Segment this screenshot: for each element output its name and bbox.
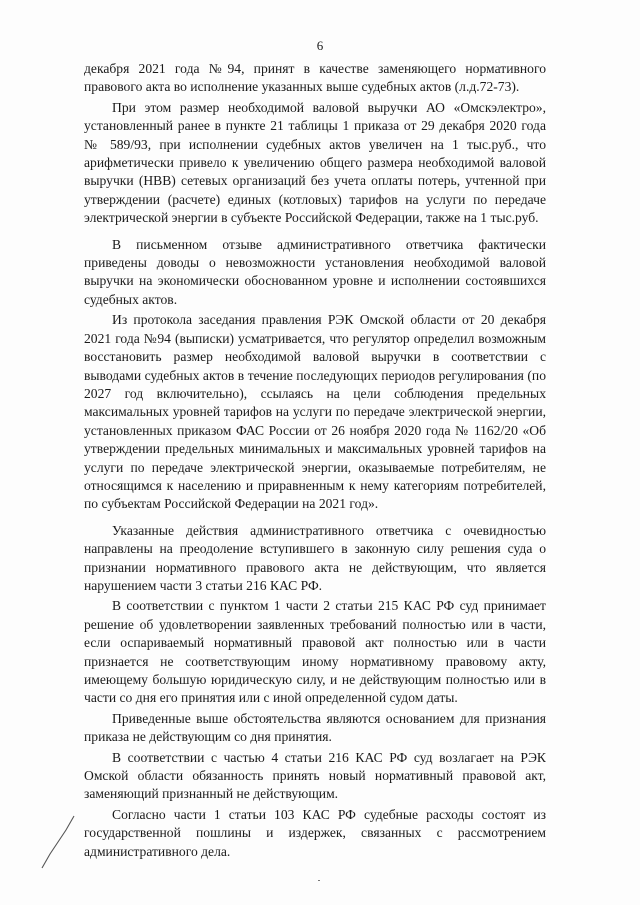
paragraph-9: Согласно части 1 статьи 103 КАС РФ судебные расходы состоят из государственной пошлины и издержек, связанных с рассмотрением административного дела. (84, 806, 546, 859)
document-body (84, 60, 546, 863)
paragraph-4: Из протокола заседания правления РЭК Омской области от 20 декабря 2021 года №94 (выписки) усматривается, что регулятор определил возможным восстановить размер необходимой валовой выручки в соответствии с выводами судебных актов в течение последующих периодов регулирования (по 2027 год включительно), ссылаясь на цели соблюдения предельных максимальных уровней тарифов на услуги по передаче электрической энергии, установленных приказом ФАС России от 26 ноября 2020 года № 1162/20 «Об утверждении предельных минимальных и максимальных уровней тарифов на услуги по передаче электрической энергии, оказываемые потребителям, не относящимся к населению и приравненным к нему категориям потребителей, по субъектам Российской Федерации на 2021 год». (84, 312, 546, 512)
paragraph-5: Указанные действия административного ответчика с очевидностью направлены на преодоление вступившего в законную силу решения суда о признании нормативного правового акта не действующим, что является нарушением части 3 статьи 216 КАС РФ. (84, 522, 546, 593)
paragraph-1: декабря 2021 года №94, принят в качестве заменяющего нормативного правового акта во исполнение указанных выше судебных актов (л.д.72-73). (84, 61, 546, 95)
pen-stroke-mark (36, 812, 86, 872)
paragraph-8: В соответствии с частью 4 статьи 216 КАС РФ суд возлагает на РЭК Омской области обязанность принять новый нормативный правовой акт, заменяющий признанный не действующим. (84, 749, 546, 802)
paragraph-3: В письменном отзыве административного ответчика фактически приведены доводы о невозможности установления необходимой валовой выручки на экономически обоснованном уровне и исполнении состоявшихся судебных актов. (84, 236, 546, 307)
scan-speck (318, 880, 320, 881)
paragraph-2: При этом размер необходимой валовой выручки АО «Омскэлектро», установленный ранее в пункте 21 таблицы 1 приказа от 29 декабря 2020 года № 589/93, при исполнении судебных актов увеличен на 1 тыс.руб., что арифметически привело к увеличению общего размера необходимой валовой выручки (НВВ) сетевых организаций без учета оплаты потерь, учтенной при утверждении (расчете) единых (котловых) тарифов на услуги по передаче электрической энергии в субъекте Российской Федерации, также на 1 тыс.руб. (84, 99, 546, 226)
paragraph-7: Приведенные выше обстоятельства являются основанием для признания приказа не действующим со дня принятия. (84, 710, 546, 745)
page-number: 6 (316, 38, 324, 53)
paragraph-6: В соответствии с пунктом 1 части 2 статьи 215 КАС РФ суд принимает решение об удовлетворении заявленных требований полностью или в части, если оспариваемый нормативный правовой акт полностью или в части признается не соответствующим иному нормативному правовому акту, имеющему большую юридическую силу, и не действующим полностью или в части со дня его принятия или с иной определенной судом даты. (84, 598, 546, 706)
